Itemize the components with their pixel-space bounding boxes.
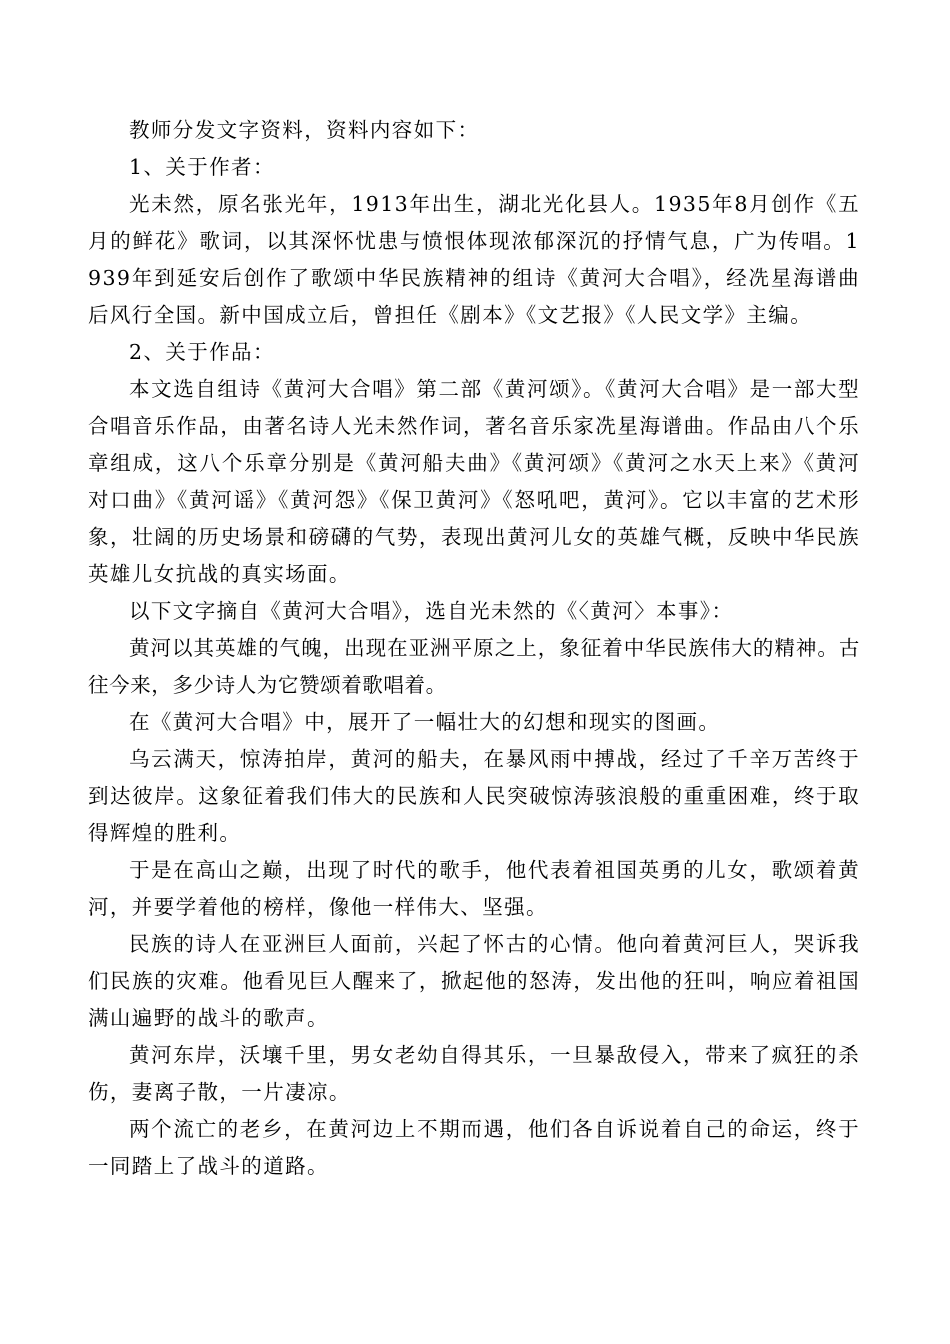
paragraph-excerpt-7: 两个流亡的老乡，在黄河边上不期而遇，他们各自诉说着自己的命运，终于一同踏上了战斗的道路。 [88,1117,860,1178]
heading-about-work: 2、关于作品： [129,340,275,364]
document-page [88,112,860,1185]
paragraph-author-bio: 光未然，原名张光年，1913年出生，湖北光化县人。1935年8月创作《五月的鲜花》歌词，以其深怀忧患与愤恨体现浓郁深沉的抒情气息，广为传唱。1939年到延安后创作了歌颂中华民族精神的组诗《黄河大合唱》，经冼星海谱曲后风行全国。新中国成立后，曾担任《剧本》《文艺报》《人民文学》主编。 [88,192,860,327]
paragraph-excerpt-4: 于是在高山之巅，出现了时代的歌手，他代表着祖国英勇的儿女，歌颂着黄河，并要学着他的榜样，像他一样伟大、坚强。 [88,858,860,919]
heading-about-author: 1、关于作者： [129,155,275,179]
paragraph-excerpt-6: 黄河东岸，沃壤千里，男女老幼自得其乐，一旦暴敌侵入，带来了疯狂的杀伤，妻离子散，一片凄凉。 [88,1043,860,1104]
paragraph-excerpt-5: 民族的诗人在亚洲巨人面前，兴起了怀古的心情。他向着黄河巨人，哭诉我们民族的灾难。他看见巨人醒来了，掀起他的怒涛，发出他的狂叫，响应着祖国满山遍野的战斗的歌声。 [88,932,860,1030]
paragraph-excerpt-1: 黄河以其英雄的气魄，出现在亚洲平原之上，象征着中华民族伟大的精神。古往今来，多少诗人为它赞颂着歌唱着。 [88,636,860,697]
paragraph-excerpt-3: 乌云满天，惊涛拍岸，黄河的船夫，在暴风雨中搏战，经过了千辛万苦终于到达彼岸。这象征着我们伟大的民族和人民突破惊涛骇浪般的重重困难，终于取得辉煌的胜利。 [88,747,860,845]
paragraph-work-description: 本文选自组诗《黄河大合唱》第二部《黄河颂》。《黄河大合唱》是一部大型合唱音乐作品，由著名诗人光未然作词，著名音乐家冼星海谱曲。作品由八个乐章组成，这八个乐章分别是《黄河船夫曲》《黄河颂》《黄河之水天上来》《黄河对口曲》《黄河谣》《黄河怨》《保卫黄河》《怒吼吧，黄河》。它以丰富的艺术形象，壮阔的历史场景和磅礴的气势，表现出黄河儿女的英雄气概，反映中华民族英雄儿女抗战的真实场面。 [88,377,860,586]
paragraph-excerpt-intro: 以下文字摘自《黄河大合唱》，选自光未然的《〈黄河〉本事》： [129,599,734,623]
paragraph-excerpt-2: 在《黄河大合唱》中，展开了一幅壮大的幻想和现实的图画。 [129,710,721,734]
paragraph-intro: 教师分发文字资料，资料内容如下： [129,118,480,142]
